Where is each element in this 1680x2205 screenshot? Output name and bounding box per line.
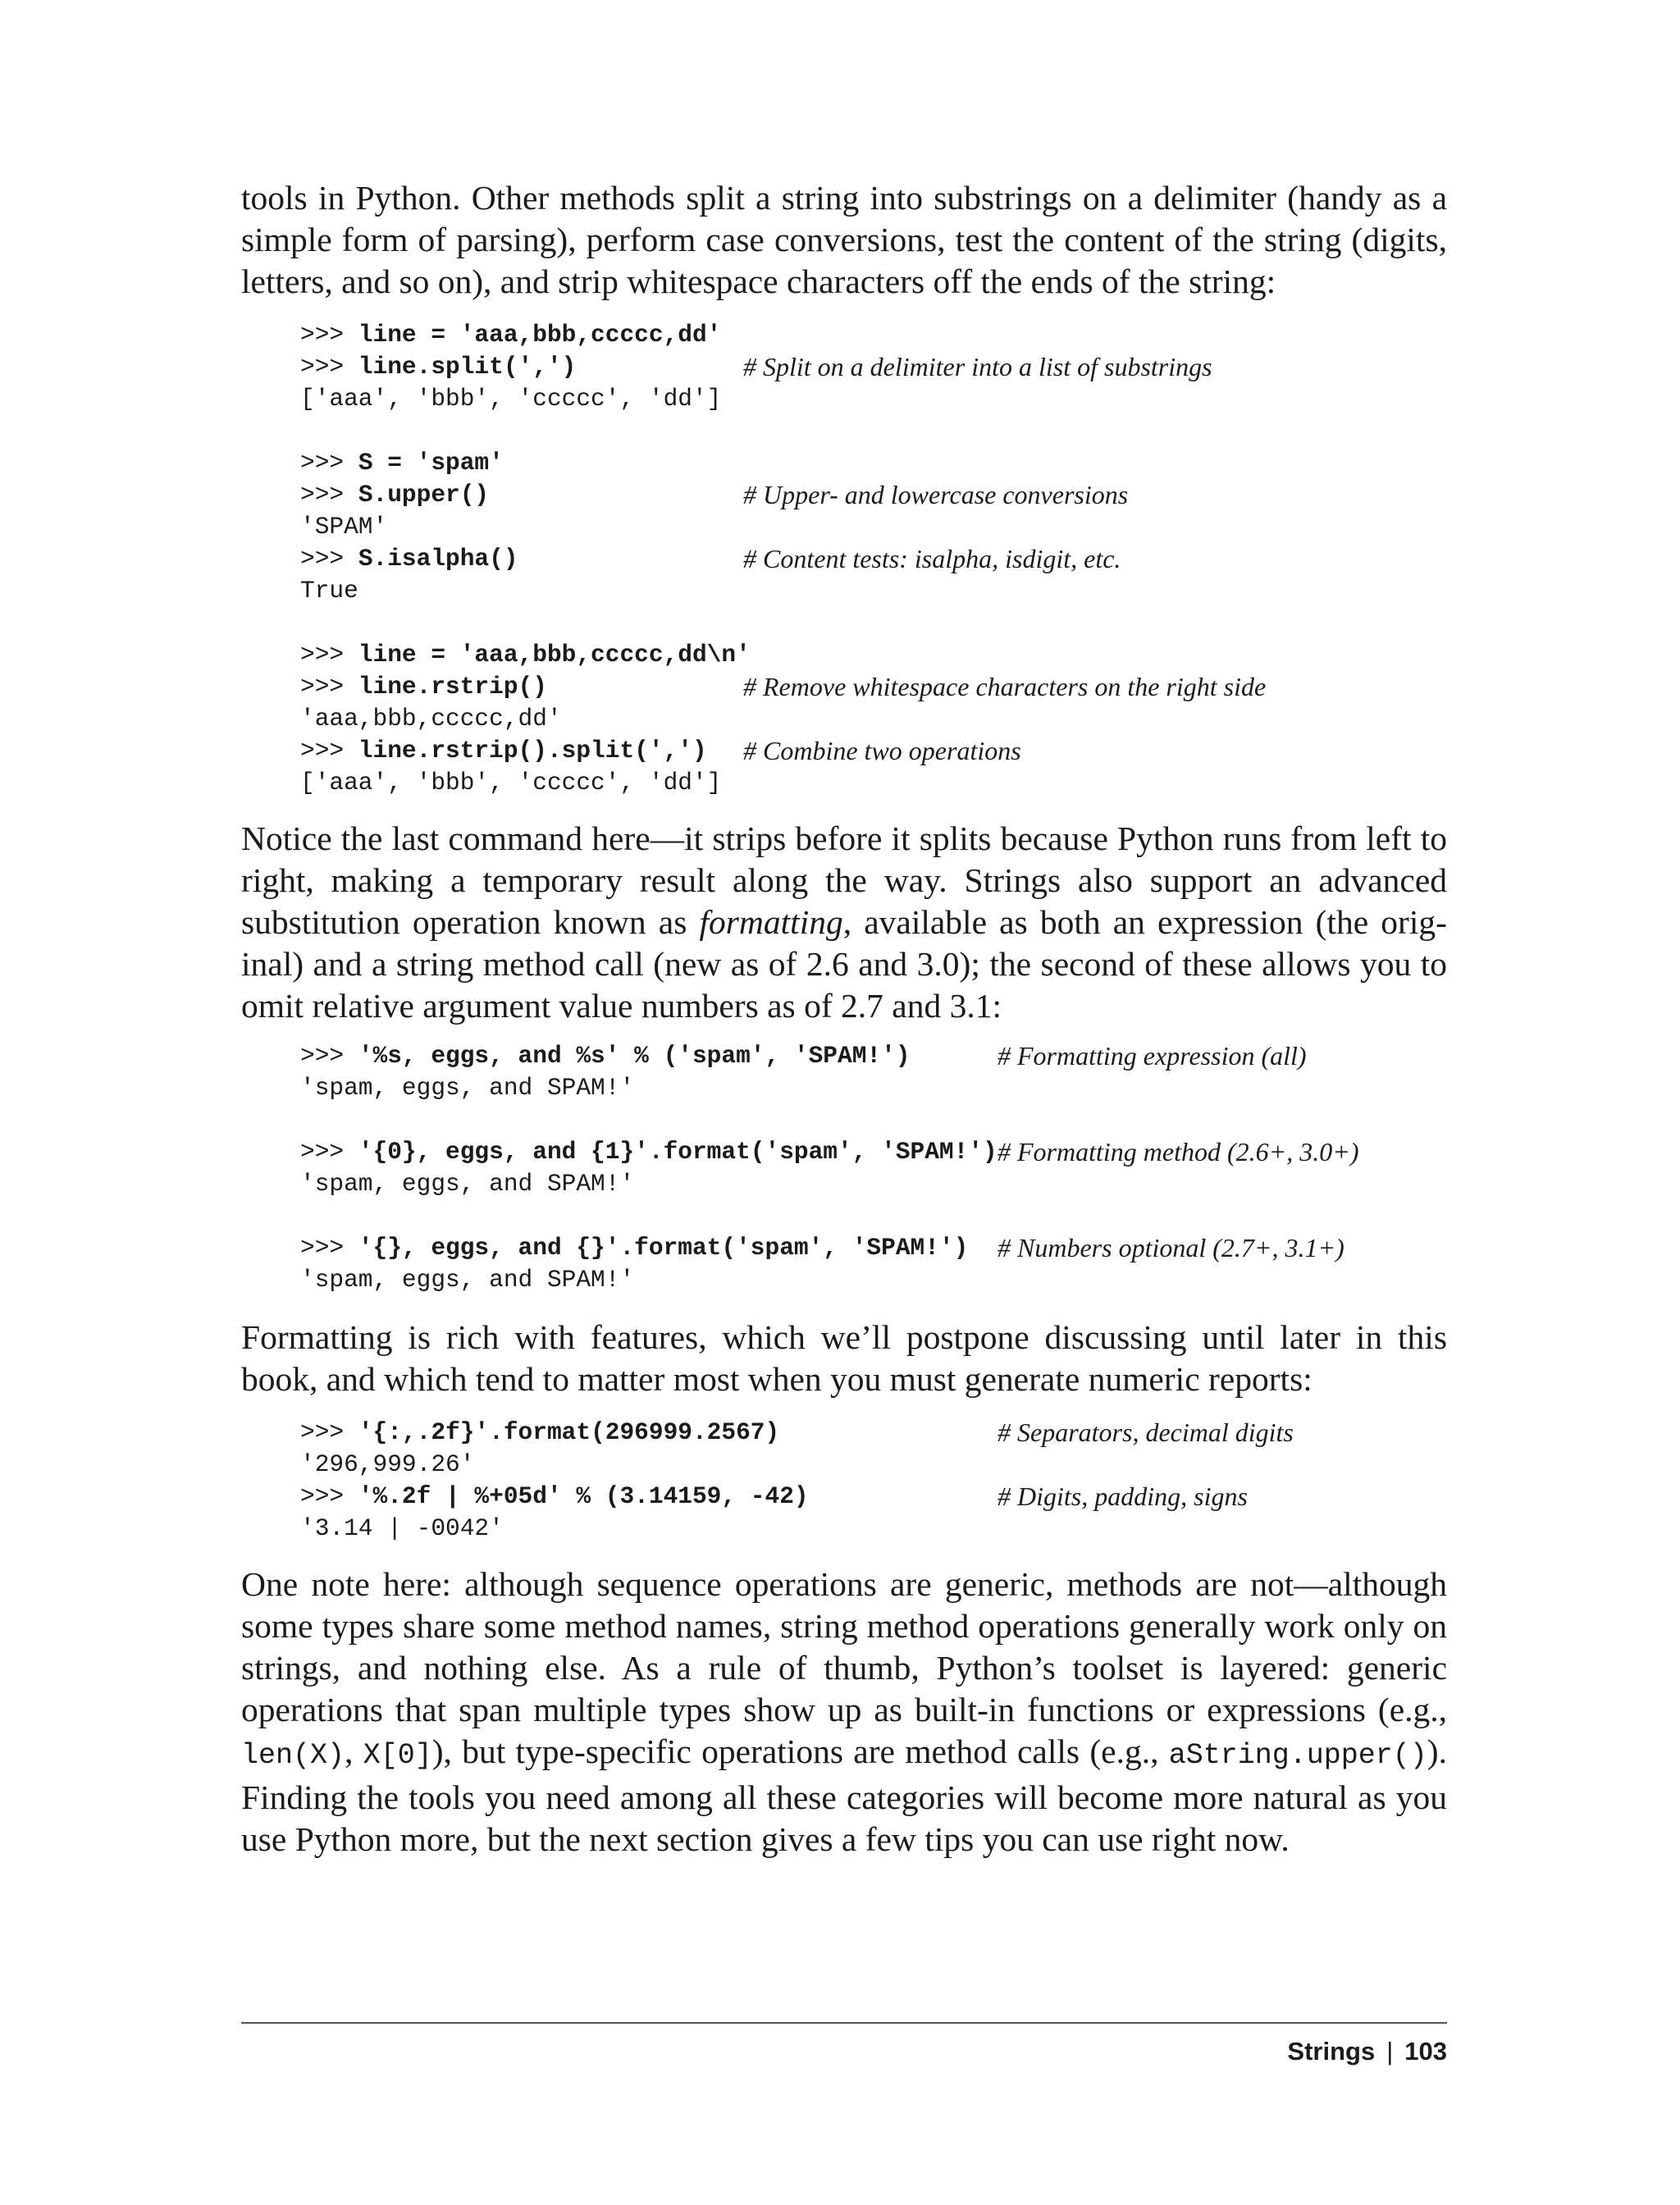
code-blank-line xyxy=(300,1200,998,1232)
code-line: >>> line.split(',') # Split on a delimiter into a list of substrings xyxy=(300,352,1212,381)
code-line: >>> '%s, eggs, and %s' % ('spam', 'SPAM!') # Formatting expression (all) xyxy=(300,1041,1307,1071)
code-line: >>> '{0}, eggs, and {1}'.format('spam', 'SPAM!') # Formatting method (2.6+, 3.0+) xyxy=(300,1137,1359,1166)
code-line: 'spam, eggs, and SPAM!' xyxy=(300,1170,635,1198)
code-line: ['aaa', 'bbb', 'ccccc', 'dd'] xyxy=(300,769,722,797)
code-line: >>> '{}, eggs, and {}'.format('spam', 'SPAM!') # Numbers optional (2.7+, 3.1+) xyxy=(300,1233,1344,1262)
code-comment: # Digits, padding, signs xyxy=(998,1481,1248,1511)
code-comment: # Separators, decimal digits xyxy=(998,1418,1294,1447)
code-line: True xyxy=(300,577,358,605)
code-comment: # Upper- and lowercase conversions xyxy=(743,480,1129,509)
code-line: >>> '{:,.2f}'.format(296999.2567) # Separators, decimal digits xyxy=(300,1418,1294,1447)
paragraph-formatting-intro: Notice the last command here—it strips before it splits because Python runs from left to right, making a temporary result along the way. Strings also support an advanced substitution operation known as formatting, available as both an expression (the original) and a string method call (new as of 2.6 and 3.0); the second of these allows you to omit relative argument value numbers as of 2.7 and 3.1: xyxy=(241,819,1447,1025)
code-comment: # Formatting expression (all) xyxy=(998,1041,1307,1071)
code-line: >>> S = 'spam' xyxy=(300,449,504,477)
page-footer xyxy=(1287,2037,1447,2066)
code-line: '296,999.26' xyxy=(300,1450,475,1478)
paragraph-intro: tools in Python. Other methods split a string into substrings on a delimiter (handy as a simple form of parsing), perform case conversions, test the content of the string (digits, letters, and so on), and strip whitespace characters off the ends of the string: xyxy=(241,179,1447,300)
code-line: >>> '%.2f | %+05d' % (3.14159, -42) # Digits, padding, signs xyxy=(300,1481,1248,1511)
code-comment: # Split on a delimiter into a list of substrings xyxy=(743,352,1212,381)
code-blank-line xyxy=(300,415,751,447)
page-number: 103 xyxy=(1404,2037,1447,2066)
code-block-formatting xyxy=(300,1040,1359,1296)
code-line: 'spam, eggs, and SPAM!' xyxy=(300,1266,635,1294)
code-comment: # Content tests: isalpha, isdigit, etc. xyxy=(743,544,1121,573)
footer-section-title: Strings xyxy=(1287,2037,1376,2066)
code-comment: # Numbers optional (2.7+, 3.1+) xyxy=(998,1233,1344,1262)
paragraph-method-note: One note here: although sequence operations are generic, methods are not—although some types share some method names, string method operations generally work only on strings, and nothing else. As a rule of thumb, Python’s toolset is layered: generic operations that span multiple types show up as built-in functions or expressions (e.g., len(X), X[0]), but type-specific operations are method calls (e.g., aString.upper()). Finding the tools you need among all these categories will become more natural as you use Python more, but the next section gives a few tips you can use right now. xyxy=(241,1565,1447,1858)
footer-separator: | xyxy=(1386,2037,1394,2066)
code-line: '3.14 | -0042' xyxy=(300,1514,504,1542)
code-line: >>> line.rstrip().split(',') # Combine two operations xyxy=(300,736,1021,765)
paragraph-formatting-features: Formatting is rich with features, which we’ll postpone discussing until later in this book, and which tend to matter most when you must generate numeric reports: xyxy=(241,1318,1447,1398)
code-line: >>> line = 'aaa,bbb,ccccc,dd' xyxy=(300,321,722,349)
code-line: 'aaa,bbb,ccccc,dd' xyxy=(300,705,562,733)
code-line: 'SPAM' xyxy=(300,513,388,541)
code-blank-line xyxy=(300,1104,998,1136)
code-line: >>> line.rstrip() # Remove whitespace characters on the right side xyxy=(300,672,1267,701)
code-block-string-methods xyxy=(300,319,1267,799)
code-line: >>> S.upper() # Upper- and lowercase conversions xyxy=(300,480,1129,509)
code-line: 'spam, eggs, and SPAM!' xyxy=(300,1074,635,1102)
code-line: ['aaa', 'bbb', 'ccccc', 'dd'] xyxy=(300,385,722,413)
code-comment: # Remove whitespace characters on the right side xyxy=(743,672,1267,701)
code-comment: # Combine two operations xyxy=(743,736,1021,765)
code-line: >>> S.isalpha() # Content tests: isalpha, isdigit, etc. xyxy=(300,544,1121,573)
code-line: >>> line = 'aaa,bbb,ccccc,dd\n' xyxy=(300,641,751,669)
code-comment: # Formatting method (2.6+, 3.0+) xyxy=(998,1137,1359,1166)
footer-rule xyxy=(241,2022,1447,2024)
code-blank-line xyxy=(300,607,751,639)
code-block-numeric-reports xyxy=(300,1417,1294,1545)
